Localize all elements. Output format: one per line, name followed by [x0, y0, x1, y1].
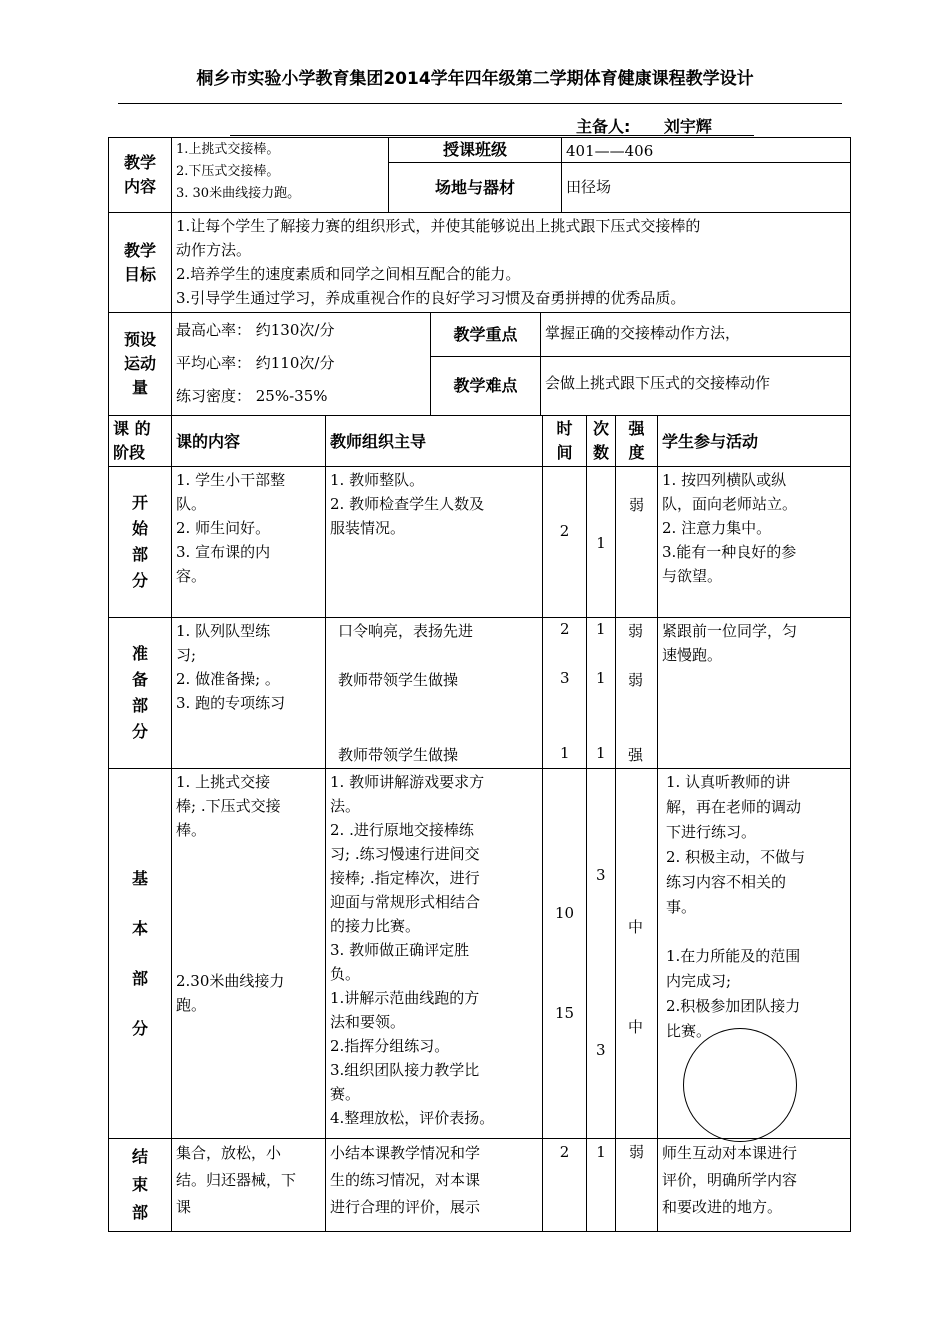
stage-char: 分: [131, 1018, 148, 1038]
key-point-value: 掌握正确的交接棒动作方法，: [540, 312, 851, 357]
difficulty-value: 会做上挑式跟下压式的交接棒动作: [540, 356, 851, 416]
load-values: [171, 312, 431, 416]
main-count-value: 3: [596, 866, 606, 884]
text-line: 队。: [176, 495, 207, 513]
text-line: 2.30米曲线接力: [176, 972, 285, 990]
text-line: 事。: [666, 898, 697, 916]
circle-shape: [683, 1028, 797, 1142]
text-line: 1. 教师讲解游戏要求方: [330, 773, 485, 791]
start-time: 2: [542, 466, 587, 618]
text-line: 习; .练习慢速行进间交: [330, 845, 480, 863]
main-count: [586, 768, 616, 1139]
text-line: 2.积极参加团队接力: [666, 997, 801, 1015]
difficulty-label: 教学难点: [430, 356, 541, 416]
stage-char: 备: [131, 670, 148, 689]
load-label: [108, 312, 172, 416]
prep-count-value: 1: [596, 620, 606, 638]
text-line: 1. 学生小干部整: [176, 471, 286, 489]
end-teacher: [325, 1138, 543, 1232]
main-content-b: [176, 969, 284, 1017]
text-line: 2. .进行原地交接棒练: [330, 821, 474, 839]
load-line: 最高心率： 约130次/分: [176, 321, 335, 339]
content-label: [108, 137, 172, 213]
text-line: 解，再在老师的调动: [666, 798, 802, 816]
text-line: 速慢跑。: [662, 646, 723, 664]
stage-char: 始: [131, 519, 148, 538]
text-line: 进行合理的评价，展示: [330, 1198, 481, 1216]
header-teacher: 教师组织主导: [325, 415, 543, 467]
end-student: [657, 1138, 851, 1232]
prep-content: [171, 617, 326, 769]
text-line: 结。归还器械，下: [176, 1171, 297, 1189]
goal-line: 2.培养学生的速度素质和同学之间相互配合的能力。: [176, 265, 521, 283]
goal-line: 动作方法。: [176, 241, 252, 259]
header-stage-line: 课 的: [113, 419, 151, 438]
header-content: 课的内容: [171, 415, 326, 467]
prep-time-value: 3: [560, 669, 570, 687]
text-line: 1. 队列队型练: [176, 622, 271, 640]
main-intensity-value: 中: [628, 918, 644, 936]
text-line: 1. 认真听教师的讲: [666, 773, 791, 791]
stage-char: 准: [131, 644, 148, 663]
header-time-line: 时: [556, 419, 573, 438]
prep-teacher-line: 口令响亮，表扬先进: [338, 622, 474, 640]
header-count: [586, 415, 616, 467]
content-label-line: 教学: [123, 153, 156, 172]
main-student-a: [666, 770, 805, 920]
stage-start: [108, 466, 172, 618]
author-name: 刘宇辉: [663, 117, 712, 136]
text-line: 下进行练习。: [666, 823, 757, 841]
text-line: 和要改进的地方。: [662, 1198, 783, 1216]
prep-student: [657, 617, 851, 769]
main-content-a: [176, 770, 281, 842]
header-time-line: 间: [556, 443, 573, 462]
class-label: 授课班级: [388, 137, 562, 163]
load-label-line: 预设: [123, 330, 156, 349]
main-teacher: [325, 768, 543, 1139]
text-line: 赛。: [330, 1085, 361, 1103]
text-line: 2.指挥分组练习。: [330, 1037, 450, 1055]
header-intensity-line: 度: [628, 443, 645, 462]
text-line: 1.讲解示范曲线跑的方: [330, 989, 480, 1007]
text-line: 跑。: [176, 996, 207, 1014]
stage-char: 部: [131, 545, 148, 564]
text-line: 2. 做准备操; 。: [176, 670, 280, 688]
text-line: 3. 教师做正确评定胜: [330, 941, 470, 959]
prep-count-value: 1: [596, 744, 606, 762]
prep-intensity-value: 弱: [628, 622, 644, 640]
goal-line: 3.引导学生通过学习，养成重视合作的良好学习习惯及奋勇拼搏的优秀品质。: [176, 289, 686, 307]
main-time-value: 15: [555, 1004, 575, 1022]
header-count-line: 次: [592, 419, 609, 438]
content-items: [171, 137, 389, 213]
main-time: [542, 768, 587, 1139]
stage-char: 部: [131, 1203, 148, 1222]
stage-char: 本: [131, 918, 148, 938]
text-line: 2. 积极主动，不做与: [666, 848, 806, 866]
header-intensity-line: 强: [628, 419, 645, 438]
content-item: 1.上挑式交接棒。: [176, 142, 280, 157]
stage-char: 分: [131, 722, 148, 741]
text-line: 1. 教师整队。: [330, 471, 425, 489]
text-line: 4.整理放松，评价表扬。: [330, 1109, 495, 1127]
text-line: 生的练习情况，对本课: [330, 1171, 481, 1189]
start-teacher: [325, 466, 543, 618]
text-line: 习;: [176, 646, 197, 664]
load-line: 平均心率： 约110次/分: [176, 354, 335, 372]
stage-char: 基: [131, 868, 148, 888]
author-line: [576, 114, 712, 137]
text-line: 服装情况。: [330, 519, 406, 537]
stage-char: 束: [131, 1175, 148, 1194]
text-line: 1. 上挑式交接: [176, 773, 271, 791]
load-label-line: 运动: [123, 354, 156, 373]
goals-text: [171, 212, 851, 313]
stage-char: 部: [131, 696, 148, 715]
text-line: 队，面向老师站立。: [662, 495, 798, 513]
text-line: 法和要领。: [330, 1013, 406, 1031]
start-student: [657, 466, 851, 618]
text-line: 迎面与常规形式相结合: [330, 893, 481, 911]
text-line: 3. 宣布课的内: [176, 543, 271, 561]
prep-count-value: 1: [596, 669, 606, 687]
venue-value: 田径场: [561, 162, 851, 213]
prep-intensity-value: 强: [628, 746, 644, 764]
text-line: 内完成习;: [666, 972, 732, 990]
header-time: [542, 415, 587, 467]
load-label-line: 量: [131, 378, 148, 397]
header-stage-line: 阶段: [113, 443, 146, 462]
prep-teacher-line: 教师带领学生做操: [338, 671, 459, 689]
text-line: 小结本课教学情况和学: [330, 1144, 481, 1162]
text-line: 练习内容不相关的: [666, 873, 787, 891]
text-line: 比赛。: [666, 1022, 712, 1040]
venue-label: 场地与器材: [388, 162, 562, 213]
author-underline: [230, 135, 754, 136]
prep-teacher-line: 教师带领学生做操: [338, 746, 459, 764]
text-line: 法。: [330, 797, 361, 815]
text-line: 1. 按四列横队或纵: [662, 471, 787, 489]
start-content: [171, 466, 326, 618]
text-line: 的接力比赛。: [330, 917, 421, 935]
text-line: 1.在力所能及的范围: [666, 947, 801, 965]
header-student: 学生参与活动: [657, 415, 851, 467]
main-time-value: 10: [555, 904, 575, 922]
text-line: 师生互动对本课进行: [662, 1144, 798, 1162]
end-intensity: 弱: [615, 1138, 658, 1232]
text-line: 与欲望。: [662, 567, 723, 585]
header-stage: [108, 415, 172, 467]
text-line: 3.能有一种良好的参: [662, 543, 797, 561]
header-count-line: 数: [592, 443, 609, 462]
text-line: 评价，明确所学内容: [662, 1171, 798, 1189]
title-underline: [118, 103, 842, 104]
end-content: [171, 1138, 326, 1232]
main-intensity: [615, 768, 658, 1139]
document-title: 桐乡市实验小学教育集团2014学年四年级第二学期体育健康课程教学设计: [196, 69, 754, 89]
end-time: 2: [542, 1138, 587, 1232]
text-line: 容。: [176, 567, 207, 585]
prep-time-value: 1: [560, 744, 570, 762]
content-item: 3. 30米曲线接力跑。: [176, 186, 301, 201]
class-value: 401——406: [561, 137, 851, 163]
text-line: 棒。: [176, 821, 207, 839]
text-line: 课: [176, 1198, 192, 1216]
main-count-value: 3: [596, 1041, 606, 1059]
prep-time-value: 2: [560, 620, 570, 638]
stage-prep: [108, 617, 172, 769]
text-line: 负。: [330, 965, 361, 983]
text-line: 紧跟前一位同学，匀: [662, 622, 798, 640]
text-line: 3.组织团队接力教学比: [330, 1061, 480, 1079]
text-line: 棒; .下压式交接: [176, 797, 281, 815]
text-line: 接棒; .指定棒次，进行: [330, 869, 480, 887]
key-point-label: 教学重点: [430, 312, 541, 357]
content-label-line: 内容: [123, 177, 156, 196]
text-line: 2. 教师检查学生人数及: [330, 495, 485, 513]
load-line: 练习密度： 25%-35%: [176, 387, 328, 405]
prep-intensity-value: 弱: [628, 671, 644, 689]
stage-char: 分: [131, 571, 148, 590]
main-intensity-value: 中: [628, 1018, 644, 1036]
stage-char: 部: [131, 968, 148, 988]
start-intensity: 弱: [615, 466, 658, 618]
text-line: 2. 师生问好。: [176, 519, 271, 537]
goals-label-line: 教学: [123, 240, 156, 260]
goal-line: 1.让每个学生了解接力赛的组织形式，并使其能够说出上挑式跟下压式交接棒的: [176, 217, 701, 235]
stage-char: 开: [131, 493, 148, 512]
text-line: 3. 跑的专项练习: [176, 694, 286, 712]
content-item: 2.下压式交接棒。: [176, 164, 280, 179]
text-line: 集合，放松，小: [176, 1144, 282, 1162]
goals-label-line: 目标: [123, 264, 156, 284]
start-count: 1: [586, 466, 616, 618]
stage-end: [108, 1138, 172, 1232]
goals-label: [108, 212, 172, 313]
header-intensity: [615, 415, 658, 467]
stage-char: 结: [131, 1147, 148, 1166]
author-label: 主备人:: [576, 117, 631, 136]
end-count: 1: [586, 1138, 616, 1232]
stage-main: [108, 768, 172, 1139]
text-line: 2. 注意力集中。: [662, 519, 772, 537]
